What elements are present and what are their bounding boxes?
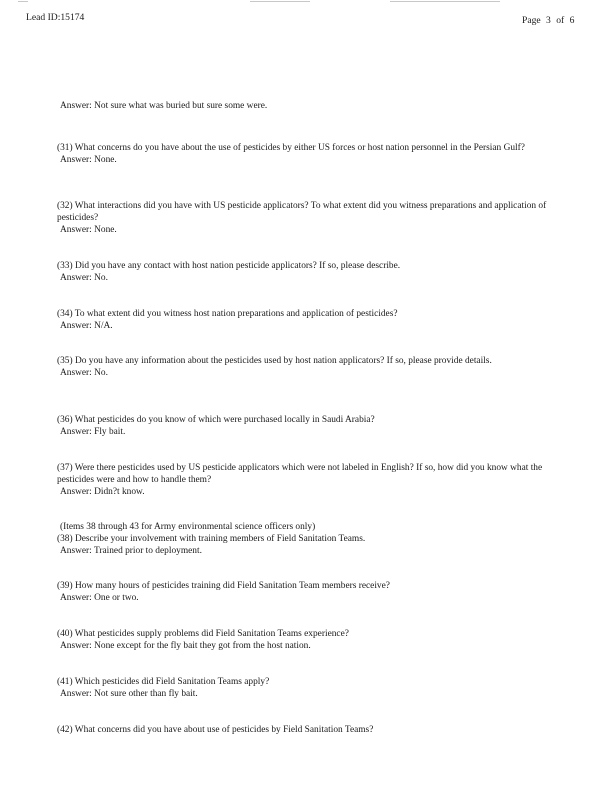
page-number: Page 3 of 6 xyxy=(522,15,575,26)
answer-text: Answer: None. xyxy=(60,155,117,165)
question-text: (41) Which pesticides did Field Sanitation Teams apply? xyxy=(57,677,270,687)
question-text: (37) Were there pesticides used by US pesticide applicators which were not labeled in English? If so, how did you know what the pesticides were and how to handle them? xyxy=(57,463,543,485)
answer-text: Answer: N/A. xyxy=(60,321,113,331)
question-item-39 xyxy=(57,580,557,604)
question-text: (31) What concerns do you have about the use of pesticides by either US forces or host nation personnel in the Persian Gulf? xyxy=(57,143,525,153)
question-item-35 xyxy=(57,355,557,379)
question-item-41 xyxy=(57,676,557,700)
scan-artifact xyxy=(18,1,28,2)
scan-artifact xyxy=(390,1,500,2)
question-item-32 xyxy=(57,200,557,236)
answer-text: Answer: No. xyxy=(60,368,108,378)
question-item-40 xyxy=(57,628,557,652)
answer-text: Answer: One or two. xyxy=(60,593,139,603)
answer-text: Answer: None. xyxy=(60,225,117,235)
question-item-36 xyxy=(57,414,557,438)
carryover-answer xyxy=(57,100,557,112)
answer-text: Answer: Not sure what was buried but sure some were. xyxy=(60,101,268,111)
question-text: (33) Did you have any contact with host nation pesticide applicators? If so, please describe. xyxy=(57,261,401,271)
scan-artifact xyxy=(250,1,310,2)
question-item-37 xyxy=(57,462,557,498)
answer-text: Answer: Fly bait. xyxy=(60,427,126,437)
question-text: (40) What pesticides supply problems did Field Sanitation Teams experience? xyxy=(57,629,349,639)
question-item-31 xyxy=(57,142,557,166)
answer-text: Answer: Not sure other than fly bait. xyxy=(60,689,198,699)
answer-text: Answer: No. xyxy=(60,273,108,283)
question-item-38 xyxy=(57,521,557,557)
question-text: (36) What pesticides do you know of which were purchased locally in Saudi Arabia? xyxy=(57,415,375,425)
question-item-33 xyxy=(57,260,557,284)
question-text: (39) How many hours of pesticides training did Field Sanitation Team members receive? xyxy=(57,581,390,591)
answer-text: Answer: None except for the fly bait they got from the host nation. xyxy=(60,641,311,651)
question-text: (34) To what extent did you witness host nation preparations and application of pesticides? xyxy=(57,309,398,319)
answer-text: Answer: Trained prior to deployment. xyxy=(60,546,202,556)
section-note: (Items 38 through 43 for Army environmental science officers only) xyxy=(60,522,316,532)
answer-text: Answer: Didn?t know. xyxy=(60,487,145,497)
lead-id: Lead ID:15174 xyxy=(26,12,85,23)
question-text: (38) Describe your involvement with training members of Field Sanitation Teams. xyxy=(57,534,366,544)
question-text: (32) What interactions did you have with US pesticide applicators? To what extent did you witness preparations and application of pesticides? xyxy=(57,201,547,223)
question-text: (42) What concerns did you have about use of pesticides by Field Sanitation Teams? xyxy=(57,725,374,735)
question-text: (35) Do you have any information about the pesticides used by host nation applicators? If so, please provide details. xyxy=(57,356,492,366)
question-item-34 xyxy=(57,308,557,332)
question-item-42 xyxy=(57,724,557,736)
